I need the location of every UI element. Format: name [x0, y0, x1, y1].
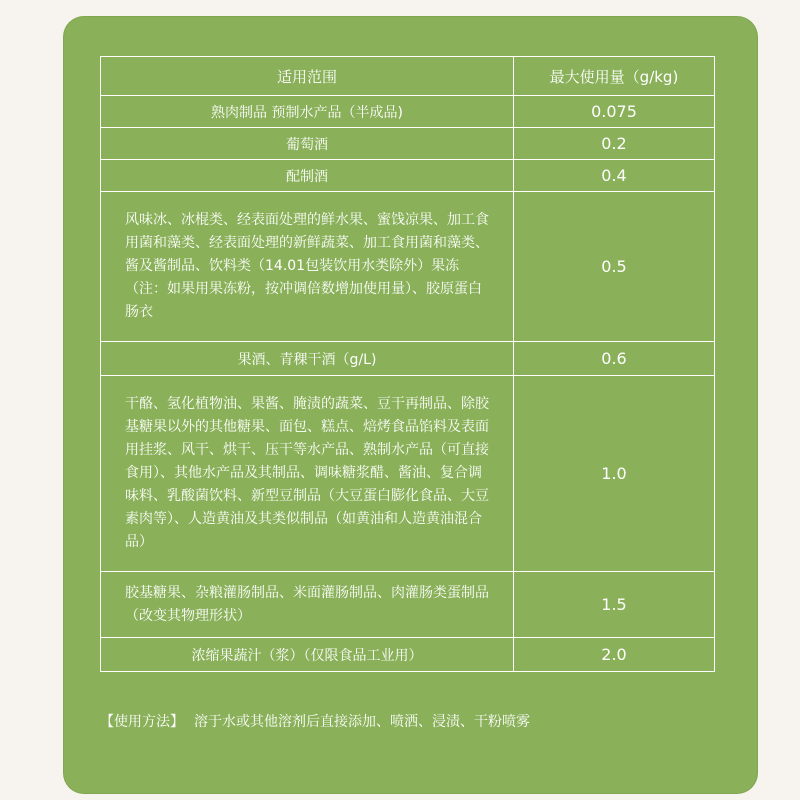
table-row	[101, 160, 715, 192]
scope-cell: 果酒、青稞干酒（g/L)	[101, 342, 514, 376]
table-row	[101, 192, 715, 342]
amount-cell: 1.0	[514, 376, 715, 572]
header-amount: 最大使用量（g/kg)	[514, 57, 715, 96]
header-scope: 适用范围	[101, 57, 514, 96]
amount-cell: 0.2	[514, 128, 715, 160]
table-row	[101, 572, 715, 638]
table-header-row	[101, 57, 715, 96]
scope-cell: 葡萄酒	[101, 128, 514, 160]
usage-method-text: 溶于水或其他溶剂后直接添加、喷洒、浸渍、干粉喷雾	[194, 714, 530, 730]
amount-cell: 0.4	[514, 160, 715, 192]
table-row	[101, 638, 715, 672]
amount-cell: 2.0	[514, 638, 715, 672]
scope-cell: 浓缩果蔬汁（浆）（仅限食品工业用）	[101, 638, 514, 672]
table-row	[101, 128, 715, 160]
amount-cell: 0.075	[514, 96, 715, 128]
scope-cell: 胶基糖果、杂粮灌肠制品、米面灌肠制品、肉灌肠类蛋制品（改变其物理形状）	[101, 572, 514, 638]
scope-cell: 配制酒	[101, 160, 514, 192]
scope-cell: 风味冰、冰棍类、经表面处理的鲜水果、蜜饯凉果、加工食用菌和藻类、经表面处理的新鲜蔬菜、加工食用菌和藻类、酱及酱制品、饮料类（14.01包装饮用水类除外）果冻（注：如果用果冻粉，按冲调倍数增加使用量）、胶原蛋白肠衣	[101, 192, 514, 342]
amount-cell: 0.6	[514, 342, 715, 376]
usage-table	[100, 56, 715, 672]
table-row	[101, 376, 715, 572]
scope-cell: 熟肉制品 预制水产品（半成品)	[101, 96, 514, 128]
scope-cell: 干酪、氢化植物油、果酱、腌渍的蔬菜、豆干再制品、除胶基糖果以外的其他糖果、面包、糕点、焙烤食品馅料及表面用挂浆、风干、烘干、压干等水产品、熟制水产品（可直接食用）、其他水产品及其制品、调味糖浆醋、酱油、复合调味料、乳酸菌饮料、新型豆制品（大豆蛋白膨化食品、大豆素肉等）、人造黄油及其类似制品（如黄油和人造黄油混合品）	[101, 376, 514, 572]
amount-cell: 0.5	[514, 192, 715, 342]
amount-cell: 1.5	[514, 572, 715, 638]
table-row	[101, 342, 715, 376]
usage-method-label: 【使用方法】	[100, 714, 184, 730]
usage-method	[100, 711, 720, 731]
table-row	[101, 96, 715, 128]
